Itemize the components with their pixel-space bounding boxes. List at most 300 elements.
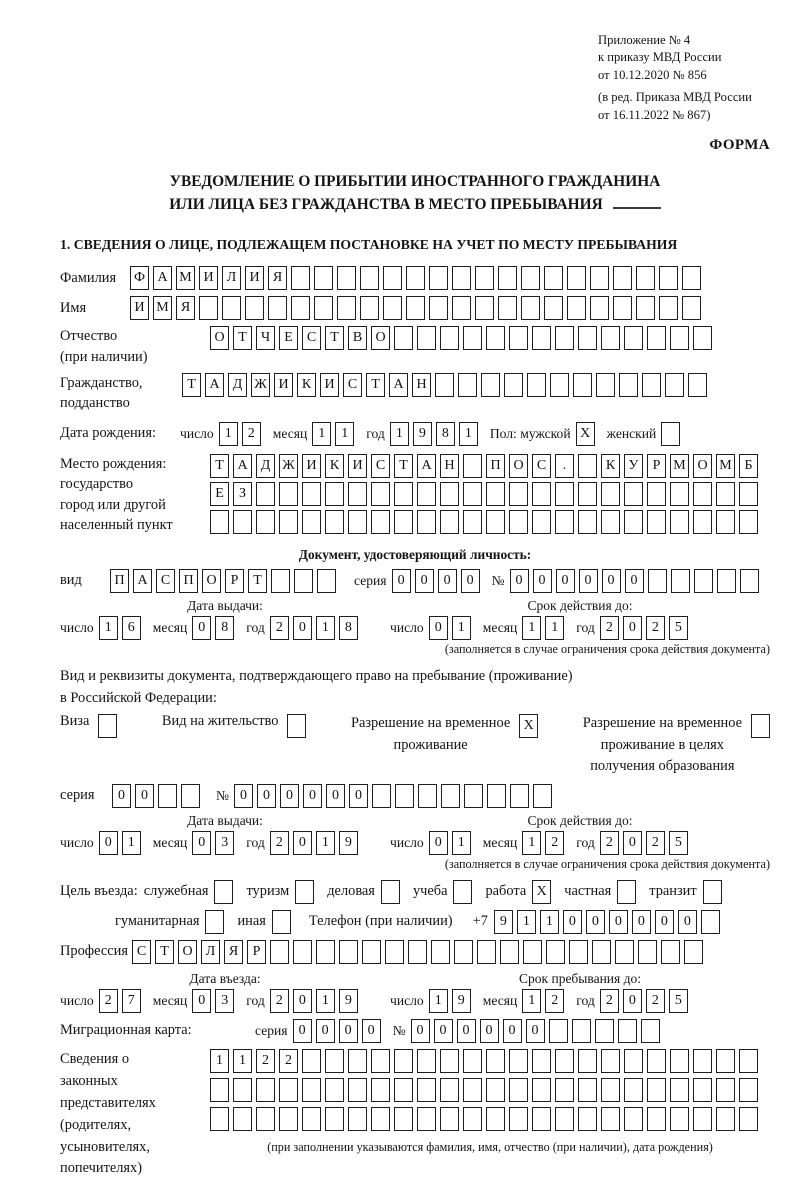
char-cell [302,510,321,534]
option-label: учеба [412,883,448,900]
char-cell [463,454,482,478]
char-cell: 0 [503,1019,522,1043]
citizenship-cells [182,373,711,397]
char-cell [601,1049,620,1073]
phone-cells [494,910,724,934]
valid-until-segments [390,831,770,855]
char-cell [659,296,678,320]
char-cell [601,482,620,506]
char-cell [477,940,496,964]
month-label: месяц [152,834,188,850]
number-sign: № [216,787,229,803]
profession-label: Профессия [60,943,128,960]
residence-doc-dates [60,813,770,855]
char-cell [638,940,657,964]
char-cell [716,482,735,506]
char-cell [463,482,482,506]
patronymic-label [60,326,210,367]
citizenship-label [60,373,182,414]
char-cell [463,1049,482,1073]
char-cell: 1 [219,422,238,446]
char-cell: 1 [99,616,118,640]
entry-dates [60,971,770,1013]
char-cell [431,940,450,964]
char-cell [463,326,482,350]
temp-residence-checkbox: X [519,714,538,738]
char-cell: С [132,940,151,964]
label-line: проживание в целях [600,736,724,753]
char-cell [339,940,358,964]
firstname-row [60,296,770,320]
option-checkbox [272,910,291,934]
char-cell: 0 [556,569,575,593]
char-cell [348,1107,367,1131]
label-line: Место рождения: [60,455,167,472]
edition-line: от 16.11.2022 № 867) [598,107,711,122]
char-cell: Р [247,940,266,964]
year-label: год [246,834,265,850]
char-cell: 2 [270,989,289,1013]
issue-date-col [60,598,390,640]
char-cell [440,1107,459,1131]
char-cell [532,1049,551,1073]
char-cell: 0 [192,831,211,855]
representatives-row3 [210,1107,762,1131]
char-cell [486,1078,505,1102]
char-cell [325,1078,344,1102]
label-line: Гражданство, [60,375,143,391]
char-cell: 2 [99,989,118,1013]
number-sign: № [491,572,505,588]
char-cell [245,296,264,320]
char-cell: Б [739,454,758,478]
char-cell: 0 [655,910,674,934]
char-cell: 0 [362,1019,381,1043]
char-cell [648,569,667,593]
year-cells [600,831,692,855]
char-cell: М [716,454,735,478]
char-cell: Н [440,454,459,478]
issue-date-heading: Дата выдачи: [187,597,263,613]
profession-row [60,940,770,964]
char-cell [294,569,313,593]
temp-residence-edu-label [583,713,742,778]
char-cell [371,1049,390,1073]
char-cell [716,1078,735,1102]
char-cell [337,296,356,320]
char-cell [429,266,448,290]
option-label: работа [485,883,527,900]
issue-date-segments [60,831,390,855]
char-cell [408,940,427,964]
label-line: Разрешение на временное [582,715,742,732]
char-cell [452,296,471,320]
char-cell [521,296,540,320]
char-cell [486,326,505,350]
char-cell [592,940,611,964]
char-cell: С [532,454,551,478]
char-cell [590,266,609,290]
label-line: проживание [393,736,468,753]
char-cell [647,1078,666,1102]
month-cells [192,616,238,640]
birthplace-grid [210,454,770,539]
residence-series-cells [112,784,204,808]
identity-doc-heading: Документ, удостоверяющий личность: [298,546,532,562]
char-cell [615,940,634,964]
char-cell: А [233,454,252,478]
char-cell [417,326,436,350]
char-cell: Я [176,296,195,320]
char-cell: 2 [242,422,261,446]
char-cell: И [130,296,149,320]
char-cell [578,454,597,478]
char-cell [739,510,758,534]
char-cell [693,510,712,534]
surname-row [60,266,770,290]
char-cell [279,1107,298,1131]
char-cell [481,373,500,397]
char-cell [659,266,678,290]
day-label: число [390,834,424,850]
char-cell: 0 [602,569,621,593]
char-cell [337,266,356,290]
char-cell: О [202,569,221,593]
representatives-row2 [210,1078,762,1102]
char-cell [682,296,701,320]
char-cell: 9 [452,989,471,1013]
patronymic-cells [210,326,716,350]
char-cell [740,569,759,593]
char-cell [417,510,436,534]
doc-number-cells [510,569,763,593]
month-cells [522,989,568,1013]
year-cells [600,616,692,640]
char-cell [670,1078,689,1102]
char-cell [739,482,758,506]
valid-until-segments [390,616,770,640]
char-cell: 5 [669,616,688,640]
char-cell: Л [222,266,241,290]
char-cell [618,1019,637,1043]
char-cell [362,940,381,964]
residence-doc-intro-line1: Вид и реквизиты документа, подтверждающего право на пребывание (проживание) [60,667,573,684]
char-cell [463,1107,482,1131]
valid-until-col [390,813,770,855]
char-cell [475,266,494,290]
day-label: число [390,619,424,635]
residence-doc-options [60,713,770,778]
char-cell [555,1078,574,1102]
identity-doc-row [60,569,770,593]
char-cell: О [178,940,197,964]
doc-series-cells [392,569,484,593]
char-cell [429,296,448,320]
char-cell [647,510,666,534]
char-cell: 2 [256,1049,275,1073]
char-cell: П [110,569,129,593]
month-cells [192,989,238,1013]
char-cell [348,482,367,506]
char-cell [544,266,563,290]
char-cell: 1 [452,831,471,855]
char-cell: 1 [122,831,141,855]
char-cell: 0 [623,831,642,855]
char-cell [458,373,477,397]
number-sign: № [392,1022,406,1038]
char-cell: П [179,569,198,593]
char-cell: Т [248,569,267,593]
char-cell [348,1049,367,1073]
char-cell [572,1019,591,1043]
char-cell [532,1078,551,1102]
year-cells [270,831,362,855]
series-label: серия [354,572,387,588]
char-cell: 1 [390,422,409,446]
char-cell: 0 [112,784,131,808]
char-cell: Т [366,373,385,397]
char-cell [302,1078,321,1102]
temp-residence-label [351,713,510,756]
char-cell [181,784,200,808]
char-cell [268,296,287,320]
residence-number-cells [234,784,556,808]
char-cell [641,1019,660,1043]
char-cell: 9 [494,910,513,934]
char-cell: 2 [646,616,665,640]
char-cell: У [624,454,643,478]
char-cell [567,266,586,290]
char-cell [619,373,638,397]
char-cell [716,1049,735,1073]
option-label: гуманитарная [115,913,200,930]
label-line: попечителях) [60,1160,143,1177]
form-title-line2: ИЛИ ЛИЦА БЕЗ ГРАЖДАНСТВА В МЕСТО ПРЕБЫВАНИЯ [60,193,770,216]
char-cell [394,510,413,534]
char-cell [454,940,473,964]
char-cell [555,482,574,506]
char-cell [509,482,528,506]
char-cell [158,784,177,808]
month-cells [192,831,238,855]
char-cell: 9 [339,831,358,855]
month-label: месяц [152,619,188,635]
char-cell: 0 [326,784,345,808]
char-cell [670,326,689,350]
char-cell [694,569,713,593]
char-cell [291,266,310,290]
char-cell: 1 [316,616,335,640]
char-cell [647,1049,666,1073]
birthdate-label: Дата рождения: [60,425,156,442]
valid-until-heading: Срок действия до: [527,597,633,613]
char-cell [601,1107,620,1131]
char-cell [317,569,336,593]
char-cell [555,1049,574,1073]
sex-male-label: Пол: мужской [489,425,571,441]
char-cell: Ч [256,326,275,350]
char-cell [440,1049,459,1073]
char-cell [372,784,391,808]
char-cell: В [348,326,367,350]
sex-female-checkbox [661,422,680,446]
char-cell: 0 [339,1019,358,1043]
char-cell [314,296,333,320]
char-cell: 0 [429,616,448,640]
char-cell [256,1078,275,1102]
char-cell [325,1107,344,1131]
option-label: частная [564,883,612,900]
char-cell: 0 [135,784,154,808]
char-cell [573,373,592,397]
firstname-label: Имя [60,299,87,316]
series-label: серия [255,1022,288,1038]
char-cell [555,1107,574,1131]
char-cell: Ж [279,454,298,478]
char-cell: 0 [349,784,368,808]
label-line: законных [60,1072,118,1089]
char-cell: 0 [280,784,299,808]
char-cell [670,1107,689,1131]
char-cell [406,296,425,320]
option-label: транзит [649,883,697,900]
char-cell: 2 [270,831,289,855]
appendix-line: Приложение № 4 [598,33,691,47]
char-cell [716,1107,735,1131]
sex-female-label: женский [606,425,657,441]
entry-date-heading: Дата въезда: [189,970,261,986]
visa-label: Виза [60,713,90,730]
char-cell [360,266,379,290]
char-cell: А [205,373,224,397]
option-checkbox [214,880,233,904]
char-cell [487,784,506,808]
day-cells [99,616,145,640]
char-cell [500,940,519,964]
char-cell: И [320,373,339,397]
char-cell: 1 [545,616,564,640]
citizenship-row [60,373,770,414]
birthdate-row [60,422,770,446]
option-checkbox [703,880,722,904]
char-cell [293,940,312,964]
option-label: деловая [327,883,375,900]
appendix-reference [598,32,770,124]
char-cell [642,373,661,397]
char-cell: Т [155,940,174,964]
char-cell [463,1078,482,1102]
char-cell [256,510,275,534]
char-cell [532,510,551,534]
char-cell: И [348,454,367,478]
char-cell: К [601,454,620,478]
char-cell: 1 [452,616,471,640]
issue-date-col [60,813,390,855]
char-cell [383,266,402,290]
char-cell [325,482,344,506]
char-cell [256,482,275,506]
doc-type-label: вид [60,572,82,589]
char-cell: 8 [215,616,234,640]
char-cell: 1 [540,910,559,934]
char-cell [739,1049,758,1073]
char-cell [440,482,459,506]
char-cell: М [176,266,195,290]
sex-male-checkbox: X [576,422,595,446]
stay-until-heading: Срок пребывания до: [519,970,641,986]
temp-residence-edu-option [583,713,770,778]
char-cell: 2 [600,989,619,1013]
char-cell: 1 [316,989,335,1013]
char-cell: М [153,296,172,320]
char-cell [532,1107,551,1131]
char-cell: 0 [563,910,582,934]
firstname-cells [130,296,705,320]
char-cell: 0 [461,569,480,593]
patronymic-row [60,326,770,367]
option-checkbox: X [532,880,551,904]
char-cell [417,1078,436,1102]
char-cell [210,1107,229,1131]
form-label: ФОРМА [709,136,770,153]
char-cell [348,510,367,534]
entry-purpose-options1 [144,880,722,904]
valid-until-col [390,598,770,640]
char-cell: 0 [192,616,211,640]
char-cell [717,569,736,593]
char-cell: 1 [335,422,354,446]
char-cell [578,326,597,350]
char-cell [647,326,666,350]
char-cell: 0 [392,569,411,593]
char-cell [498,266,517,290]
char-cell [486,1107,505,1131]
doc-type-cells [110,569,340,593]
representatives-grid [210,1049,770,1155]
char-cell: 3 [215,989,234,1013]
label-line: представителях [60,1094,156,1111]
char-cell: 9 [339,989,358,1013]
char-cell: 1 [522,616,541,640]
char-cell [549,1019,568,1043]
issue-date-segments [60,616,390,640]
day-cells [429,831,475,855]
char-cell: 0 [510,569,529,593]
char-cell [636,266,655,290]
char-cell [279,1078,298,1102]
char-cell [440,326,459,350]
form-title-line1: УВЕДОМЛЕНИЕ О ПРИБЫТИИ ИНОСТРАННОГО ГРАЖДАНИНА [169,172,661,190]
char-cell [418,784,437,808]
char-cell [371,1078,390,1102]
char-cell: 2 [279,1049,298,1073]
label-line: Сведения о [60,1050,130,1067]
month-label: месяц [482,834,518,850]
char-cell: 1 [429,989,448,1013]
char-cell [682,266,701,290]
char-cell [739,1078,758,1102]
representatives-row1 [210,1049,762,1073]
char-cell [596,373,615,397]
residence-doc-series-row [60,784,770,808]
char-cell [624,326,643,350]
migration-card-row [60,1019,770,1043]
representatives-label [60,1049,210,1180]
char-cell: 0 [316,1019,335,1043]
year-label: год [576,619,595,635]
entry-purpose-label: Цель въезда: [60,883,138,900]
char-cell: 0 [457,1019,476,1043]
